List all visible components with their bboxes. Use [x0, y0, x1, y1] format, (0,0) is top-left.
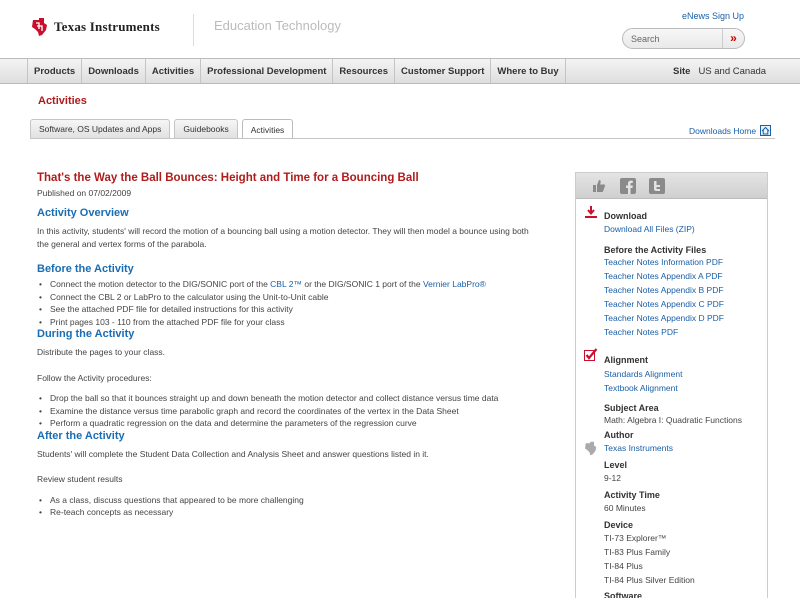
during-text-1: Distribute the pages to your class.: [37, 347, 166, 357]
list-item: • As a class, discuss questions that appeared to be more challenging: [37, 494, 542, 507]
overview-text: In this activity, students' will record the motion of a bouncing ball using a motion detector. They will then model a bounce using both the general and vertex forms of the parabola.: [37, 226, 529, 249]
teacher-notes-appendix-c-link[interactable]: Teacher Notes Appendix C PDF: [604, 299, 725, 309]
subject-heading: Subject Area: [604, 403, 659, 413]
list-item: • Connect the motion detector to the DIG/SONIC port of the CBL 2™ or the DIG/SONIC 1 port of the Vernier LabPro®: [37, 278, 542, 291]
ti-logo[interactable]: [31, 17, 160, 37]
device-item: TI-73 Explorer™: [604, 533, 667, 543]
tab-activities[interactable]: Activities: [242, 119, 294, 139]
list-item: • Perform a quadratic regression on the data and determine the parameters of the regression curve: [37, 417, 542, 430]
teacher-notes-info-link[interactable]: Teacher Notes Information PDF: [604, 257, 724, 267]
before-heading: Before the Activity: [37, 263, 134, 275]
list-item: • Print pages 103 - 110 from the attached PDF file for your class: [37, 316, 542, 329]
list-item: • Drop the ball so that it bounces straight up and down beneath the motion detector and collect distance versus time data: [37, 392, 542, 405]
nav-item-professional-development[interactable]: Professional Development: [201, 59, 333, 83]
during-list: [37, 392, 542, 430]
teacher-notes-appendix-a-link[interactable]: Teacher Notes Appendix A PDF: [604, 271, 723, 281]
cbl2-link[interactable]: CBL 2™: [270, 279, 302, 289]
header-divider: [193, 14, 194, 46]
enews-signup-link[interactable]: eNews Sign Up: [681, 11, 744, 21]
nav-item-activities[interactable]: Activities: [146, 59, 201, 83]
published-date: Published on 07/02/2009: [37, 188, 132, 198]
twitter-icon[interactable]: [649, 178, 665, 194]
vernier-labpro-link[interactable]: Vernier LabPro®: [422, 279, 486, 289]
download-icon: [584, 205, 598, 219]
list-item: • Connect the CBL 2 or LabPro to the calculator using the Unit-to-Unit cable: [37, 291, 542, 304]
site-label: Site: [673, 66, 691, 77]
tab-divider: [30, 138, 775, 139]
list-item: • Examine the distance versus time parabolic graph and record the coordinates of the vertex in the Data Sheet: [37, 405, 542, 418]
main-nav: [0, 58, 800, 84]
overview-heading: Activity Overview: [37, 207, 129, 219]
device-heading: Device: [604, 520, 634, 530]
after-list: [37, 494, 542, 519]
subject-value: Math: Algebra I: Quadratic Functions: [604, 415, 742, 425]
device-item: TI-83 Plus Family: [604, 547, 671, 557]
home-icon: [760, 125, 771, 136]
after-text-2: Review student results: [37, 474, 123, 484]
downloads-home-link[interactable]: [689, 125, 771, 136]
download-all-link[interactable]: Download All Files (ZIP): [604, 224, 695, 234]
activity-title: That's the Way the Ball Bounces: Height and Time for a Bouncing Ball: [37, 172, 419, 184]
search-input[interactable]: [631, 32, 719, 46]
activity-time-value: 60 Minutes: [604, 503, 646, 513]
site-value[interactable]: US and Canada: [698, 66, 767, 77]
activity-sidebar: [575, 172, 768, 598]
like-icon[interactable]: [591, 178, 607, 194]
nav-item-customer-support[interactable]: Customer Support: [395, 59, 491, 83]
level-heading: Level: [604, 460, 628, 470]
device-item: TI-84 Plus Silver Edition: [604, 575, 695, 585]
teacher-notes-appendix-d-link[interactable]: Teacher Notes Appendix D PDF: [604, 313, 725, 323]
after-heading: After the Activity: [37, 429, 125, 442]
activity-content: [37, 172, 542, 519]
social-bar: [576, 173, 767, 199]
list-item: • See the attached PDF file for detailed instructions for this activity: [37, 303, 542, 316]
device-item: TI-84 Plus: [604, 561, 643, 571]
author-heading: Author: [604, 430, 634, 440]
checkmark-icon: [584, 348, 598, 362]
site-selector[interactable]: [673, 66, 766, 77]
section-title: Activities: [38, 95, 87, 107]
nav-item-products[interactable]: Products: [27, 59, 82, 83]
ti-author-icon: [584, 441, 598, 456]
nav-item-downloads[interactable]: Downloads: [82, 59, 146, 83]
tab-bar: [30, 119, 293, 139]
search-box: [622, 28, 745, 49]
author-link[interactable]: Texas Instruments: [604, 443, 673, 453]
division-name: Education Technology: [214, 18, 341, 33]
ti-logo-icon: [31, 17, 49, 37]
during-heading: During the Activity: [37, 328, 135, 340]
activity-time-heading: Activity Time: [604, 490, 660, 500]
software-heading: Software: [604, 591, 643, 598]
alignment-heading: Alignment: [604, 355, 648, 365]
before-files-heading: Before the Activity Files: [604, 245, 707, 255]
teacher-notes-appendix-b-link[interactable]: Teacher Notes Appendix B PDF: [604, 285, 724, 295]
download-heading: Download: [604, 211, 647, 221]
nav-item-where-to-buy[interactable]: Where to Buy: [491, 59, 565, 83]
tab-software-os-updates[interactable]: Software, OS Updates and Apps: [30, 119, 170, 138]
during-text-2: Follow the Activity procedures:: [37, 372, 152, 383]
after-text-1: Students' will complete the Student Data Collection and Analysis Sheet and answer questions listed in it.: [37, 448, 429, 459]
list-item: • Re-teach concepts as necessary: [37, 506, 542, 519]
level-value: 9-12: [604, 473, 622, 483]
before-list: [37, 278, 542, 328]
search-button[interactable]: »: [722, 29, 744, 48]
tab-guidebooks[interactable]: Guidebooks: [174, 119, 237, 138]
brand-name: Texas Instruments: [54, 19, 160, 34]
standards-alignment-link[interactable]: Standards Alignment: [604, 369, 683, 379]
nav-item-resources[interactable]: Resources: [333, 59, 395, 83]
downloads-home-label: Downloads Home: [689, 125, 757, 136]
textbook-alignment-link[interactable]: Textbook Alignment: [604, 383, 678, 393]
teacher-notes-pdf-link[interactable]: Teacher Notes PDF: [604, 327, 679, 337]
site-header: [0, 0, 800, 58]
facebook-icon[interactable]: [620, 178, 636, 194]
